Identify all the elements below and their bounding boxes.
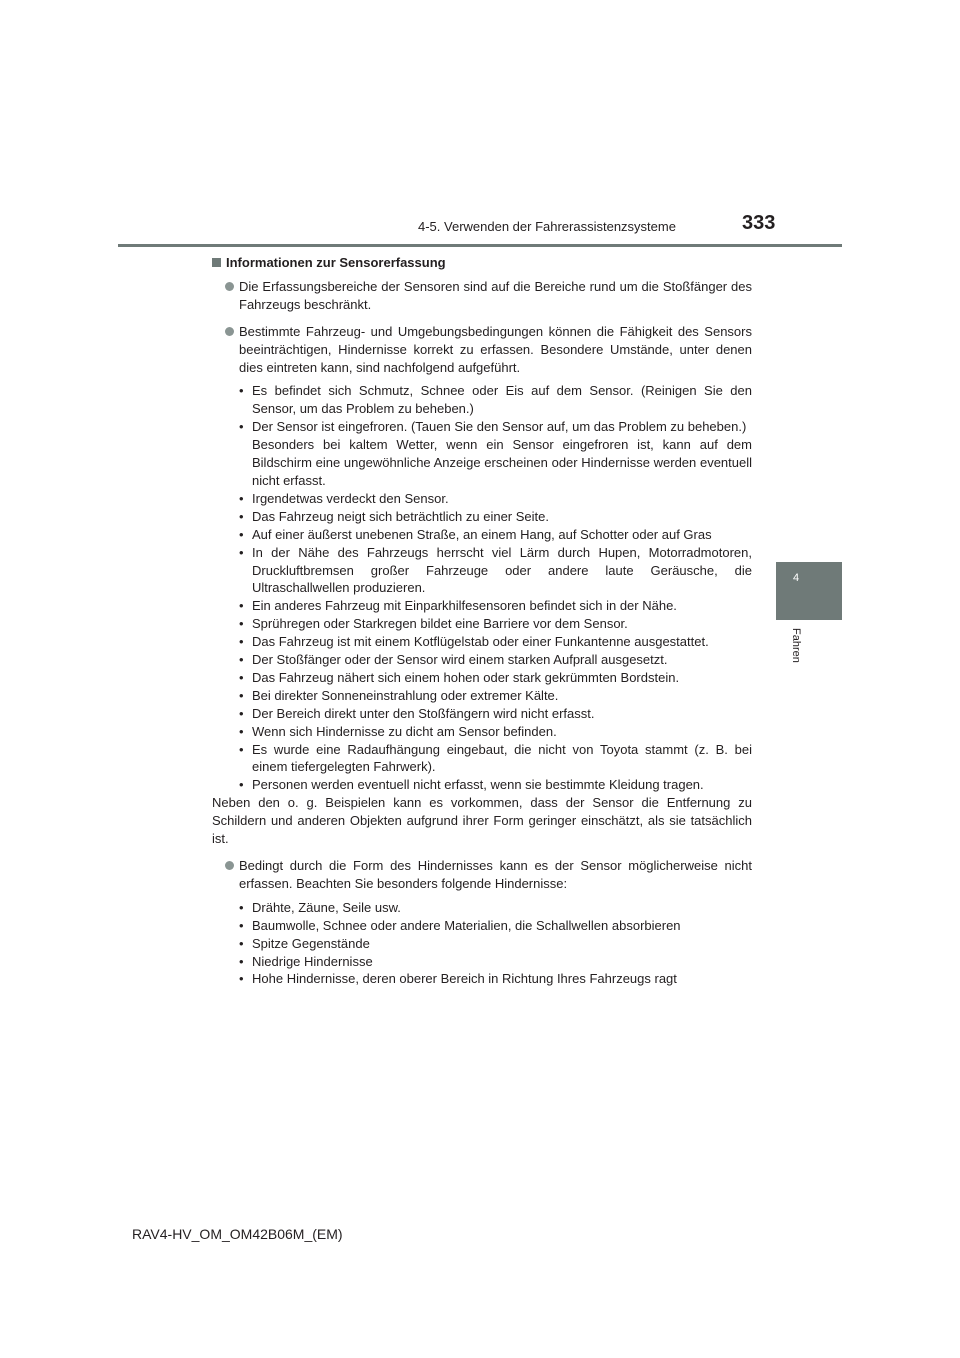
square-bullet-icon	[212, 258, 221, 267]
circle-bullet-icon	[225, 861, 234, 870]
list-item: • Ein anderes Fahrzeug mit Einparkhilfesensoren befindet sich in der Nähe.	[239, 597, 752, 615]
list-item: • Sprühregen oder Starkregen bildet eine Barriere vor dem Sensor.	[239, 615, 752, 633]
obstacle-list	[239, 899, 752, 989]
list-item: • Es befindet sich Schmutz, Schnee oder Eis auf dem Sensor. (Reinigen Sie den Sensor, um das Problem zu beheben.)	[239, 382, 752, 418]
chapter-number: 4	[792, 572, 800, 584]
info-bullet-text: Die Erfassungsbereiche der Sensoren sind auf die Bereiche rund um die Stoßfänger des Fahrzeugs beschränkt.	[239, 278, 752, 312]
section-heading	[212, 254, 752, 272]
list-item: • Das Fahrzeug neigt sich beträchtlich zu einer Seite.	[239, 508, 752, 526]
info-bullet	[212, 857, 752, 893]
document-code: RAV4-HV_OM_OM42B06M_(EM)	[132, 1226, 343, 1242]
chapter-tab	[776, 562, 842, 620]
list-item: • Es wurde eine Radaufhängung eingebaut, die nicht von Toyota stammt (z. B. bei einem tiefergelegten Fahrwerk).	[239, 741, 752, 777]
list-item: • Drähte, Zäune, Seile usw.	[239, 899, 752, 917]
list-item: • Auf einer äußerst unebenen Straße, an einem Hang, auf Schotter oder auf Gras	[239, 526, 752, 544]
list-item: • Wenn sich Hindernisse zu dicht am Sensor befinden.	[239, 723, 752, 741]
list-item-text: Der Sensor ist eingefroren. (Tauen Sie den Sensor auf, um das Problem zu beheben.)	[252, 419, 747, 435]
chapter-label-text: Fahren	[790, 628, 802, 663]
section-heading-text: Informationen zur Sensorerfassung	[226, 255, 446, 270]
list-item	[239, 418, 752, 490]
page-number: 333	[742, 212, 776, 234]
info-bullet	[212, 323, 752, 377]
circle-bullet-icon	[225, 282, 234, 291]
list-item: • Spitze Gegenstände	[239, 935, 752, 953]
list-item: • Baumwolle, Schnee oder andere Materialien, die Schallwellen absorbieren	[239, 917, 752, 935]
list-item: • Das Fahrzeug nähert sich einem hohen oder stark gekrümmten Bordstein.	[239, 669, 752, 687]
circle-bullet-icon	[225, 327, 234, 336]
page-content	[212, 254, 752, 988]
list-item: • Der Bereich direkt unter den Stoßfängern wird nicht erfasst.	[239, 705, 752, 723]
list-item: • Personen werden eventuell nicht erfasst, wenn sie bestimmte Kleidung tragen.	[239, 776, 752, 794]
list-item: • Niedrige Hindernisse	[239, 953, 752, 971]
list-item: • Das Fahrzeug ist mit einem Kotflügelstab oder einer Funkantenne ausgestattet.	[239, 633, 752, 651]
info-bullet-text: Bestimmte Fahrzeug- und Umgebungsbedingungen können die Fähigkeit des Sensors beeinträchtigen, Hindernisse korrekt zu erfassen. Besondere Umstände, unter denen dies eintreten kann, sind nachfolgend aufgeführt.	[239, 323, 752, 375]
chapter-label	[788, 628, 804, 678]
list-item: • Bei direkter Sonneneinstrahlung oder extremer Kälte.	[239, 687, 752, 705]
list-item: • Irgendetwas verdeckt den Sensor.	[239, 490, 752, 508]
list-item: • Der Stoßfänger oder der Sensor wird einem starken Aufprall ausgesetzt.	[239, 651, 752, 669]
list-item: • In der Nähe des Fahrzeugs herrscht viel Lärm durch Hupen, Motorradmotoren, Druckluftbremsen großer Fahrzeuge oder andere laute Geräusche, die Ultraschallwellen produzieren.	[239, 544, 752, 598]
info-bullet	[212, 278, 752, 314]
list-item: • Hohe Hindernisse, deren oberer Bereich in Richtung Ihres Fahrzeugs ragt	[239, 970, 752, 988]
condition-list	[239, 382, 752, 794]
header-divider	[118, 244, 842, 247]
note-paragraph: Neben den o. g. Beispielen kann es vorkommen, dass der Sensor die Entfernung zu Schildern und anderen Objekten aufgrund ihrer Form geringer einschätzt, als sie tatsächlich ist.	[212, 795, 752, 847]
list-item-text: Besonders bei kaltem Wetter, wenn ein Sensor eingefroren ist, kann auf dem Bildschirm eine ungewöhnliche Anzeige erscheinen oder Hindernisse werden eventuell nicht erfasst.	[252, 437, 752, 488]
section-title: 4-5. Verwenden der Fahrerassistenzsysteme	[418, 219, 676, 234]
info-bullet-text: Bedingt durch die Form des Hindernisses kann es der Sensor möglicherweise nicht erfassen. Beachten Sie besonders folgende Hindernisse:	[239, 858, 752, 891]
